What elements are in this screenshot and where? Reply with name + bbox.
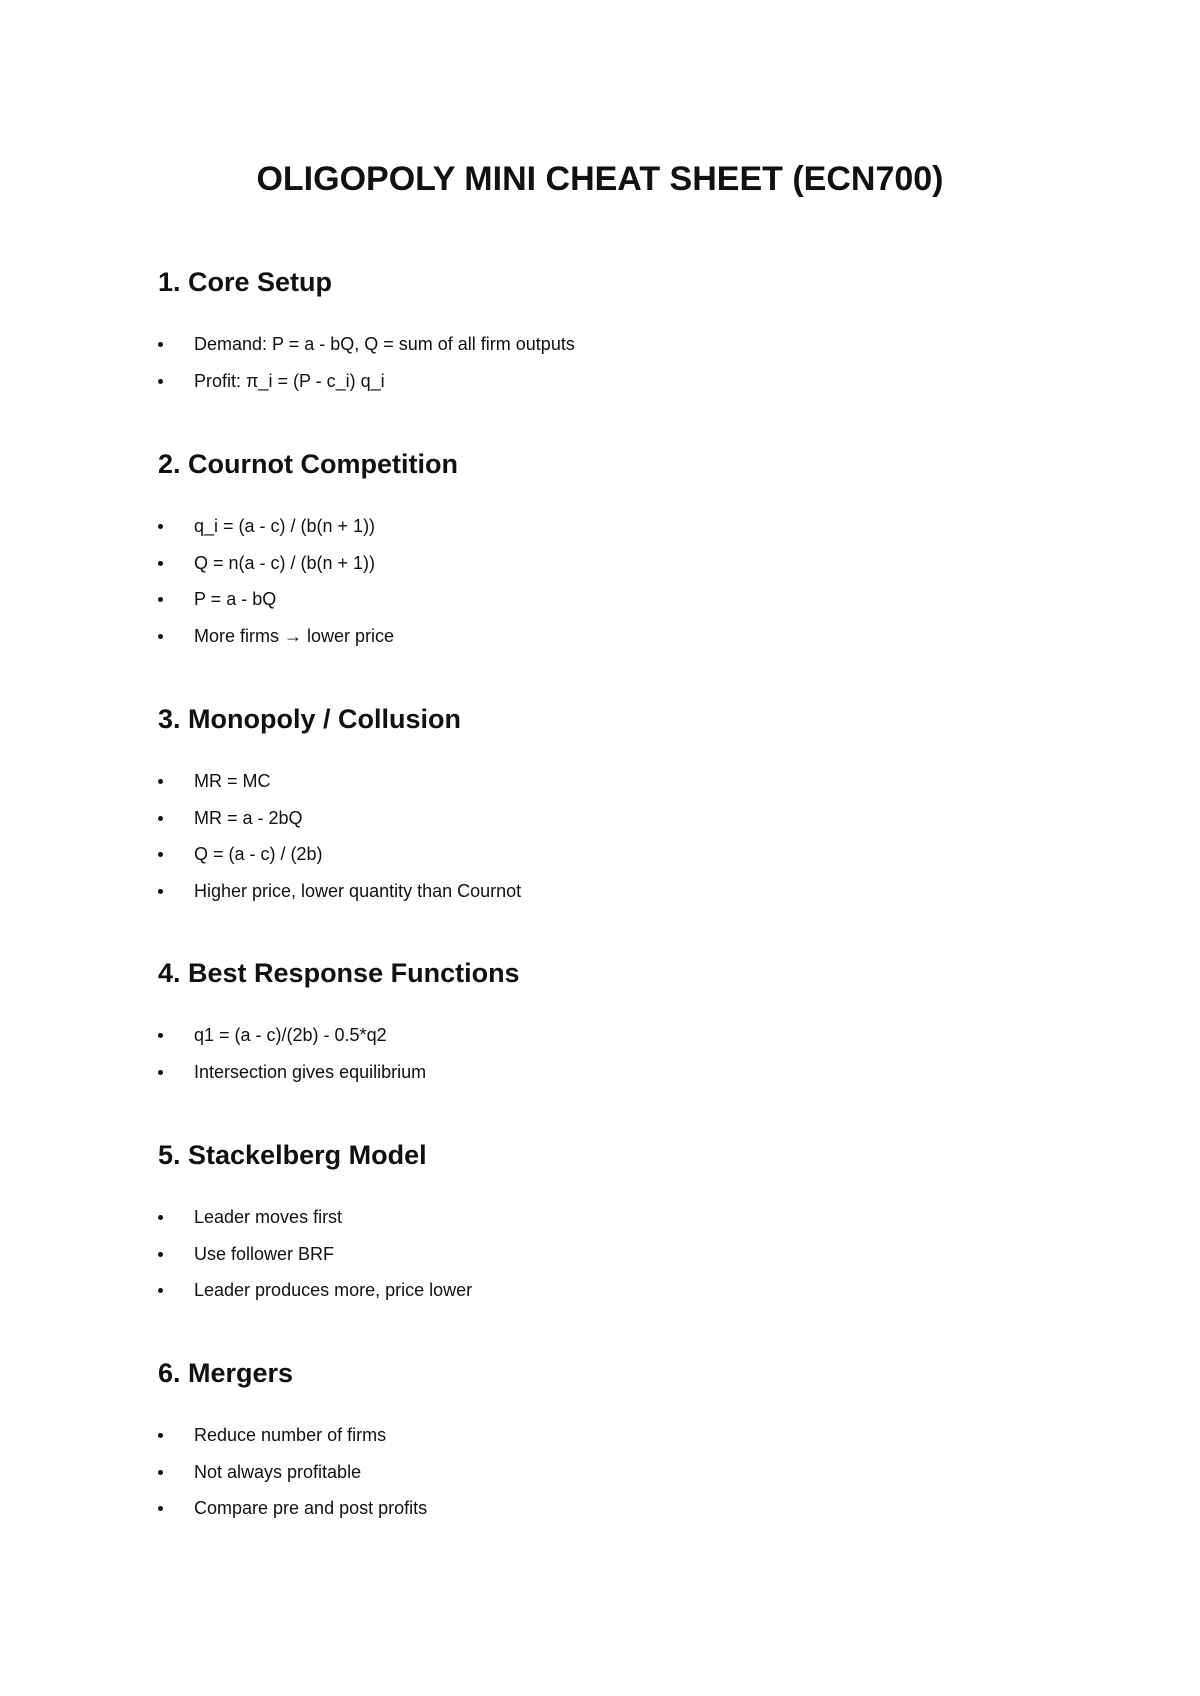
section-core-setup — [158, 266, 1058, 407]
section-monopoly-collusion — [158, 703, 1058, 917]
list-item-text: MR = a - 2bQ — [194, 807, 303, 828]
list-item — [158, 626, 1058, 646]
list-item — [158, 516, 1058, 536]
list-item-text: Leader moves first — [194, 1207, 343, 1227]
bullet-icon — [158, 1070, 163, 1075]
bullet-icon — [158, 779, 163, 784]
list-item-text: Reduce number of firms — [194, 1425, 387, 1445]
list-item — [158, 1244, 1058, 1264]
list-item — [158, 771, 1058, 791]
list-item-text: q1 = (a - c)/(2b) - 0.5*q2 — [194, 1025, 387, 1045]
list-item-text: P = a - bQ — [194, 589, 277, 609]
bullet-icon — [158, 1470, 163, 1475]
section-heading: 1. Core Setup — [158, 267, 333, 297]
list-item-text: Leader produces more, price lower — [194, 1280, 473, 1300]
list-item — [158, 1280, 1058, 1300]
bullet-icon — [158, 1215, 163, 1220]
section-heading: 3. Monopoly / Collusion — [158, 704, 461, 734]
list-item — [158, 553, 1058, 573]
bullet-list — [158, 1025, 1058, 1082]
bullet-icon — [158, 634, 163, 639]
list-item — [158, 844, 1058, 864]
list-item-text: Demand: P = a - bQ, Q = sum of all firm outputs — [194, 334, 575, 354]
list-item-text: Q = n(a - c) / (b(n + 1)) — [194, 552, 376, 573]
bullet-icon — [158, 889, 163, 894]
bullet-icon — [158, 561, 163, 566]
bullet-list — [158, 516, 1058, 646]
bullet-icon — [158, 524, 163, 529]
list-item — [158, 1462, 1058, 1482]
list-item-text: Use follower BRF — [194, 1243, 335, 1264]
list-item-text: Profit: π_i = (P - c_i) q_i — [194, 370, 385, 391]
list-item-text: Not always profitable — [194, 1461, 362, 1482]
list-item — [158, 371, 1058, 391]
list-item-text: MR = MC — [194, 771, 271, 791]
bullet-list — [158, 1207, 1058, 1300]
bullet-icon — [158, 342, 163, 347]
list-item-text: Compare pre and post profits — [194, 1498, 428, 1518]
bullet-icon — [158, 1033, 163, 1038]
list-item — [158, 1207, 1058, 1227]
list-item — [158, 1498, 1058, 1518]
list-item-text: q_i = (a - c) / (b(n + 1)) — [194, 516, 376, 536]
section-heading: 6. Mergers — [158, 1358, 294, 1388]
section-best-response-functions — [158, 957, 1058, 1098]
bullet-list — [158, 771, 1058, 901]
bullet-icon — [158, 1433, 163, 1438]
list-item — [158, 1025, 1058, 1045]
bullet-icon — [158, 597, 163, 602]
page-title: OLIGOPOLY MINI CHEAT SHEET (ECN700) — [256, 160, 944, 198]
list-item-text: More firms → lower price — [194, 625, 395, 646]
section-cournot-competition — [158, 448, 1058, 662]
bullet-list — [158, 334, 1058, 391]
section-heading: 4. Best Response Functions — [158, 958, 520, 988]
bullet-list — [158, 1425, 1058, 1518]
bullet-icon — [158, 852, 163, 857]
bullet-icon — [158, 816, 163, 821]
list-item-text: Higher price, lower quantity than Cournot — [194, 880, 522, 901]
section-heading: 5. Stackelberg Model — [158, 1140, 427, 1170]
list-item — [158, 1425, 1058, 1445]
list-item — [158, 808, 1058, 828]
list-item-text: Q = (a - c) / (2b) — [194, 844, 323, 864]
list-item — [158, 589, 1058, 609]
bullet-icon — [158, 1288, 163, 1293]
list-item-text: Intersection gives equilibrium — [194, 1061, 427, 1082]
section-heading: 2. Cournot Competition — [158, 449, 458, 479]
list-item — [158, 334, 1058, 354]
section-mergers — [158, 1357, 1058, 1535]
bullet-icon — [158, 1252, 163, 1257]
bullet-icon — [158, 1506, 163, 1511]
section-stackelberg-model — [158, 1139, 1058, 1317]
list-item — [158, 1062, 1058, 1082]
list-item — [158, 881, 1058, 901]
bullet-icon — [158, 379, 163, 384]
